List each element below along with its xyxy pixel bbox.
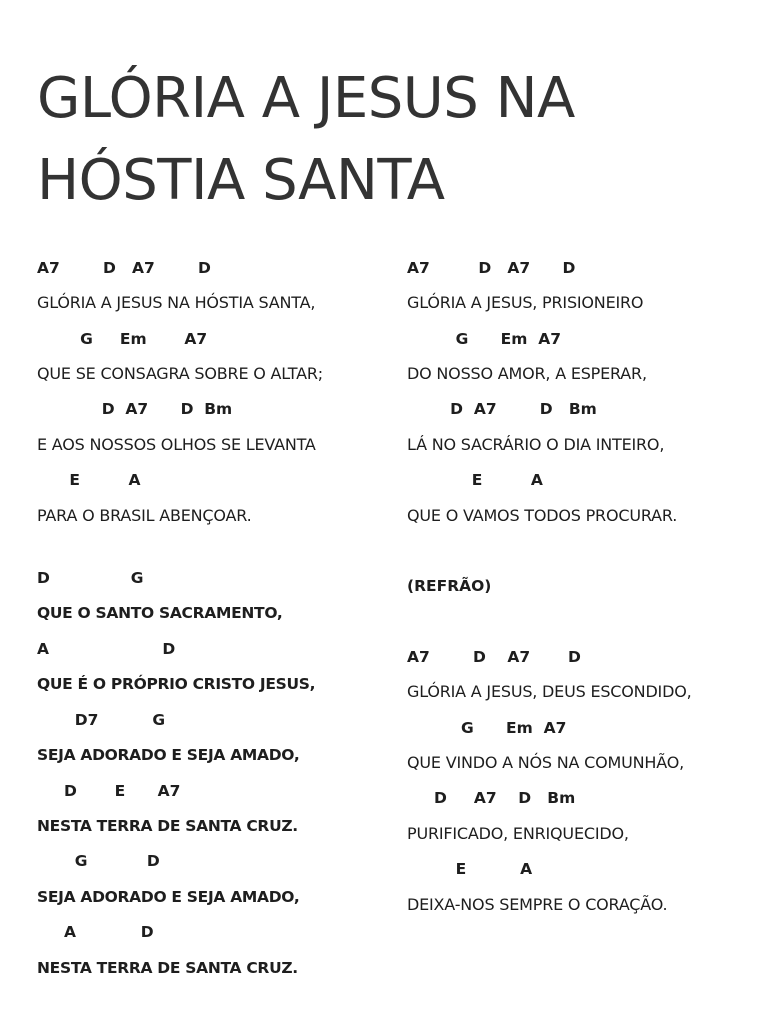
song-title bbox=[37, 58, 575, 222]
chord-line: D A7 D Bm bbox=[407, 400, 597, 418]
lyric-line: LÁ NO SACRÁRIO O DIA INTEIRO, bbox=[407, 435, 665, 454]
chord-line: D G bbox=[37, 569, 144, 587]
lyric-line: QUE SE CONSAGRA SOBRE O ALTAR; bbox=[37, 364, 323, 383]
chord-line: E A bbox=[407, 860, 533, 878]
chorus-lyric-line: SEJA ADORADO E SEJA AMADO, bbox=[37, 746, 300, 764]
chorus-lyric-line: NESTA TERRA DE SANTA CRUZ. bbox=[37, 817, 298, 835]
chord-line: E A bbox=[407, 471, 543, 489]
chord-line: E A bbox=[37, 471, 141, 489]
lyric-line: GLÓRIA A JESUS, PRISIONEIRO bbox=[407, 293, 644, 312]
chord-line: A D bbox=[37, 923, 154, 941]
lyric-line: GLÓRIA A JESUS, DEUS ESCONDIDO, bbox=[407, 682, 692, 701]
chorus-lyric-line: QUE O SANTO SACRAMENTO, bbox=[37, 604, 283, 622]
chord-line: A D bbox=[37, 640, 176, 658]
lyric-line: DEIXA-NOS SEMPRE O CORAÇÃO. bbox=[407, 895, 668, 914]
chord-line: A7 D A7 D bbox=[407, 648, 581, 666]
chord-line: D E A7 bbox=[37, 782, 181, 800]
refrain-marker: (REFRÃO) bbox=[407, 577, 492, 595]
chord-line: D7 G bbox=[37, 711, 166, 729]
song-title-line-1: GLÓRIA A JESUS NA bbox=[37, 66, 575, 131]
song-title-line-2: HÓSTIA SANTA bbox=[37, 148, 445, 213]
lyric-line: QUE VINDO A NÓS NA COMUNHÃO, bbox=[407, 753, 684, 772]
chord-line: G Em A7 bbox=[407, 330, 561, 348]
lyric-line: DO NOSSO AMOR, A ESPERAR, bbox=[407, 364, 647, 383]
chorus-lyric-line: SEJA ADORADO E SEJA AMADO, bbox=[37, 888, 300, 906]
lyric-line: PARA O BRASIL ABENÇOAR. bbox=[37, 506, 252, 525]
chord-line: G D bbox=[37, 852, 160, 870]
chord-line: A7 D A7 D bbox=[37, 259, 211, 277]
chorus-lyric-line: QUE É O PRÓPRIO CRISTO JESUS, bbox=[37, 675, 316, 693]
lyric-line: GLÓRIA A JESUS NA HÓSTIA SANTA, bbox=[37, 293, 316, 312]
lyric-line: E AOS NOSSOS OLHOS SE LEVANTA bbox=[37, 435, 316, 454]
chord-line: D A7 D Bm bbox=[407, 789, 576, 807]
chord-line: D A7 D Bm bbox=[37, 400, 233, 418]
chord-line: G Em A7 bbox=[407, 719, 567, 737]
lyric-line: QUE O VAMOS TODOS PROCURAR. bbox=[407, 506, 678, 525]
lyric-line: PURIFICADO, ENRIQUECIDO, bbox=[407, 824, 629, 843]
chord-line: G Em A7 bbox=[37, 330, 208, 348]
chord-line: A7 D A7 D bbox=[407, 259, 576, 277]
chorus-lyric-line: NESTA TERRA DE SANTA CRUZ. bbox=[37, 959, 298, 977]
